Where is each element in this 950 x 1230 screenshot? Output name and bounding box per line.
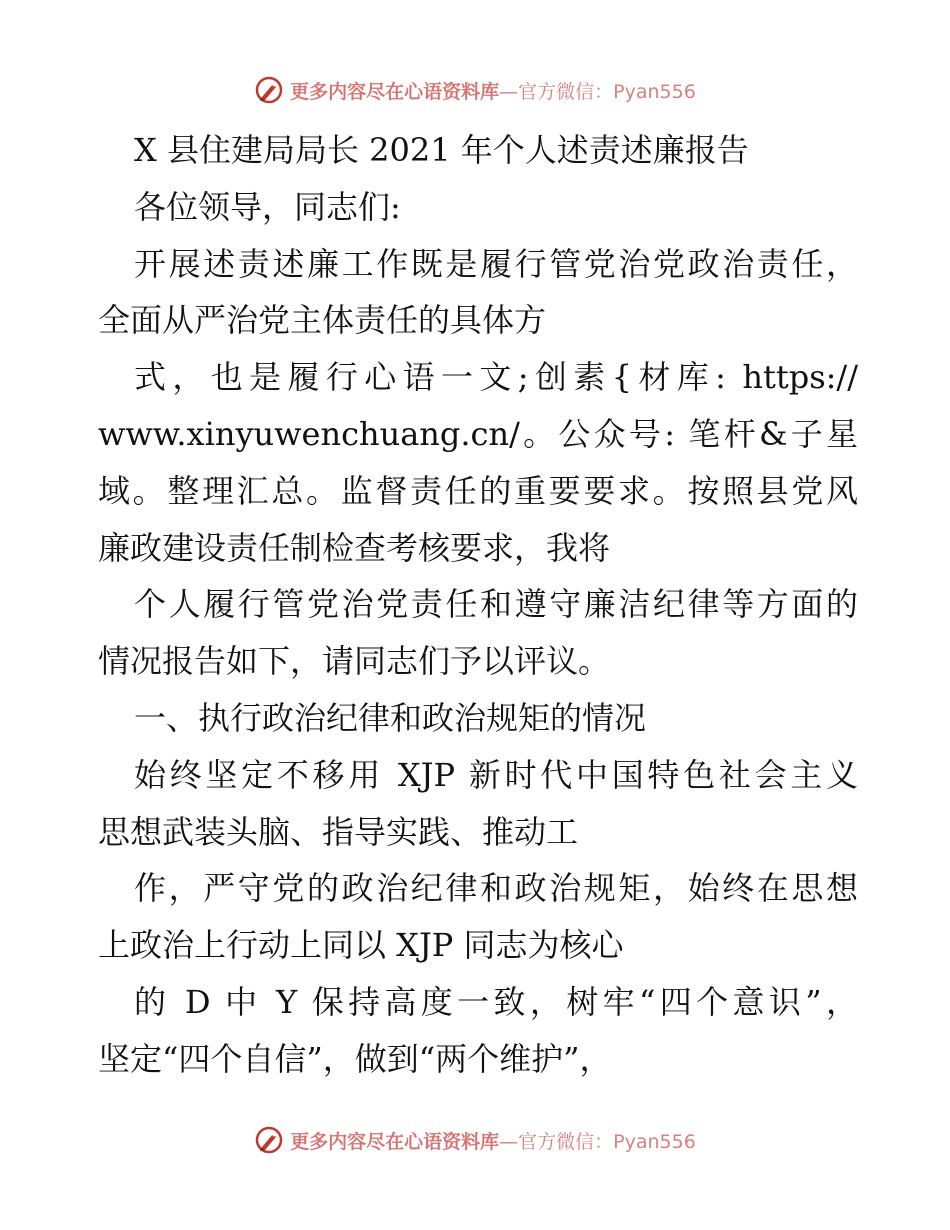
footer-watermark-banner	[0, 1120, 950, 1160]
banner-separator: —	[499, 80, 519, 103]
paragraph-line: 个人履行管党治党责任和遵守廉洁纪律等方面的	[134, 585, 858, 624]
paragraph-line: 的 D 中 Y 保持高度一致，树牢“四个意识”，	[134, 982, 858, 1021]
header-watermark-banner	[0, 70, 950, 110]
banner-site-text: 更多内容尽在心语资料库	[290, 1130, 500, 1153]
paragraph-line: 作，严守党的政治纪律和政治规矩，始终在思想	[134, 869, 858, 908]
banner-contact-text: 官方微信：Pyan556	[518, 80, 696, 103]
pen-logo-icon	[254, 1125, 284, 1155]
paragraph-line: www.xinyuwenchuang.cn/。公众号: 笔杆&子星	[98, 414, 858, 453]
document-title: X 县住建局局长 2021 年个人述责述廉报告	[134, 131, 749, 169]
document-body	[98, 122, 858, 1088]
banner-contact-text: 官方微信：Pyan556	[518, 1130, 696, 1153]
paragraph-line: 坚定“四个自信”，做到“两个维护”，	[98, 1039, 612, 1078]
paragraph-line: 式，也是履行心语一文;创素{材库: https://	[134, 358, 858, 397]
paragraph-line: 上政治上行动上同以 XJP 同志为核心	[98, 926, 624, 965]
paragraph-line: 域。整理汇总。监督责任的重要要求。按照县党风	[98, 471, 858, 510]
pen-logo-icon	[254, 75, 284, 105]
section-heading: 一、执行政治纪律和政治规矩的情况	[134, 698, 647, 737]
paragraph-line: 廉政建设责任制检查考核要求，我将	[98, 528, 611, 567]
paragraph-line: 始终坚定不移用 XJP 新时代中国特色社会主义	[134, 755, 858, 794]
paragraph-line: 思想武装头脑、指导实践、推动工	[98, 812, 579, 851]
paragraph-line: 全面从严治党主体责任的具体方	[98, 301, 547, 340]
paragraph-line: 情况报告如下，请同志们予以评议。	[98, 642, 611, 681]
banner-separator: —	[499, 1130, 519, 1153]
salutation: 各位领导，同志们:	[134, 187, 401, 226]
paragraph-line: 开展述责述廉工作既是履行管党治党政治责任，	[134, 244, 858, 283]
banner-site-text: 更多内容尽在心语资料库	[290, 80, 500, 103]
